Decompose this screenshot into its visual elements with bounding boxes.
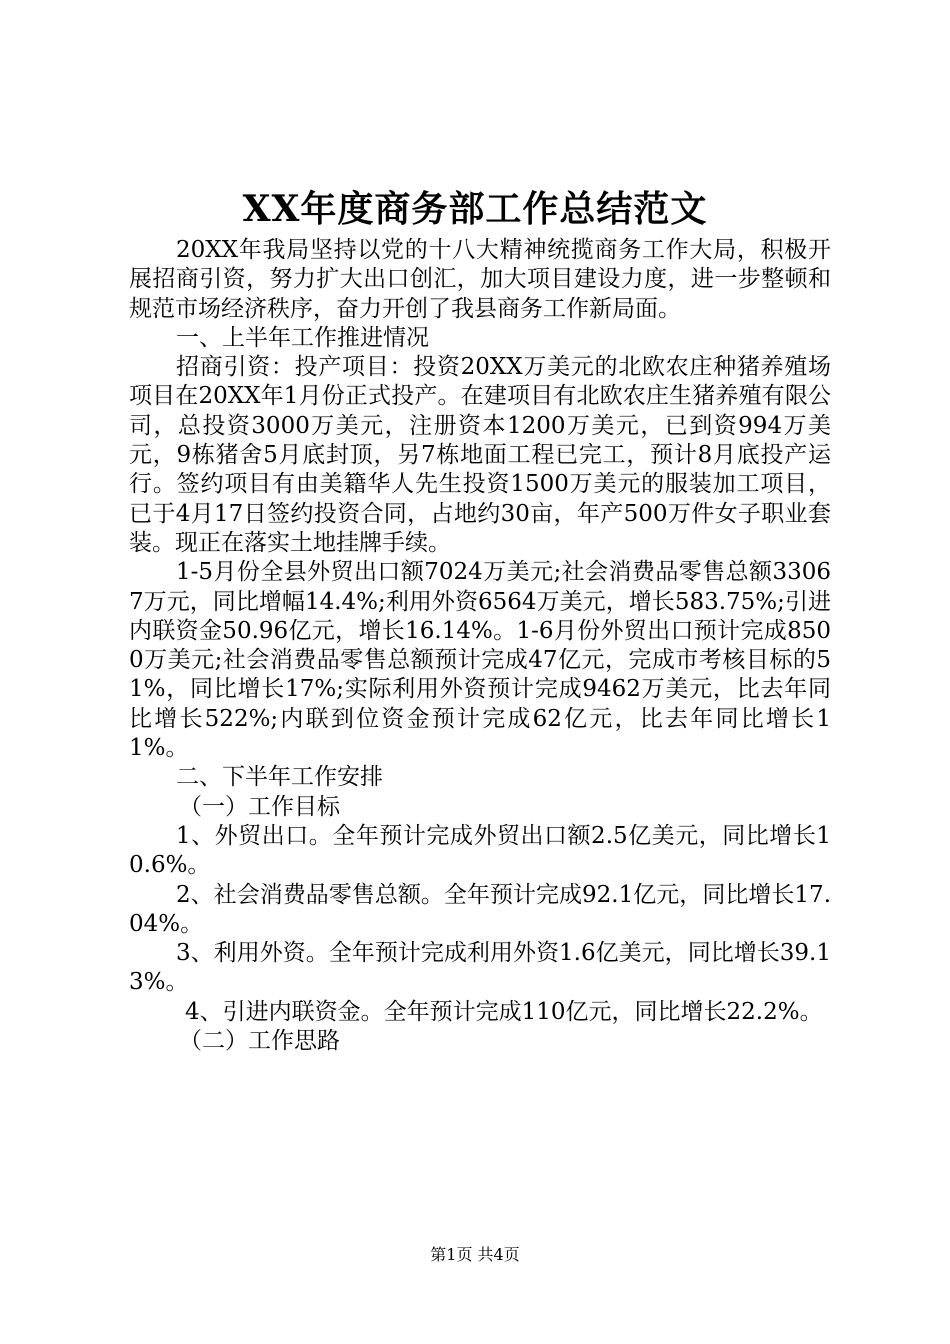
section-heading-first-half: 一、上半年工作推进情况 <box>176 324 429 351</box>
goal-item-export: 1、外贸出口。全年预计完成外贸出口额2.5亿美元，同比增长10.6%。 <box>129 822 831 879</box>
page-number-footer: 第1页 共4页 <box>430 1245 520 1264</box>
paragraph-investment: 招商引资：投产项目：投资20XX万美元的北欧农庄种猪养殖场项目在20XX年1月份正式投产。在建项目有北欧农庄生猪养殖有限公司，总投资3000万美元，注册资本1200万美元，已到资994万美元，9栋猪舍5月底封顶，另7栋地面工程已完工，预计8月底投产运行。签约项目有由美籍华人先生投资1500万美元的服装加工项目，已于4月17日签约投资合同，占地约30亩，年产500万件女子职业套装。现正在落实土地挂牌手续。 <box>129 354 831 556</box>
subsection-heading-goals: （一）工作目标 <box>179 793 340 820</box>
section-heading-second-half: 二、下半年工作安排 <box>176 764 383 791</box>
goal-item-foreign-capital: 3、利用外资。全年预计完成利用外资1.6亿美元，同比增长39.13%。 <box>129 940 831 996</box>
paragraph-intro: 20XX年我局坚持以党的十八大精神统揽商务工作大局，积极开展招商引资，努力扩大出口创汇，加大项目建设力度，进一步整顿和规范市场经济秩序，奋力开创了我县商务工作新局面。 <box>129 237 831 322</box>
paragraph-statistics: 1-5月份全县外贸出口额7024万美元;社会消费品零售总额33067万元，同比增幅14.4%;利用外资6564万美元，增长583.75%;引进内联资金50.96亿元，增长16.14%。1-6月份外贸出口预计完成8500万美元;社会消费品零售总额预计完成47亿元，完成市考核目标的51%，同比增长17%;实际利用外资预计完成9462万美元，比去年同比增长522%;内联到位资金预计完成62亿元，比去年同比增长11%。 <box>129 559 831 762</box>
goal-item-domestic-capital: 4、引进内联资金。全年预计完成110亿元，同比增长22.2%。 <box>185 998 823 1025</box>
document-title: XX年度商务部工作总结范文 <box>242 188 708 230</box>
subsection-heading-approach: （二）工作思路 <box>179 1028 340 1055</box>
document-body <box>129 236 831 1056</box>
goal-item-retail: 2、社会消费品零售总额。全年预计完成92.1亿元，同比增长17.04%。 <box>129 881 831 937</box>
